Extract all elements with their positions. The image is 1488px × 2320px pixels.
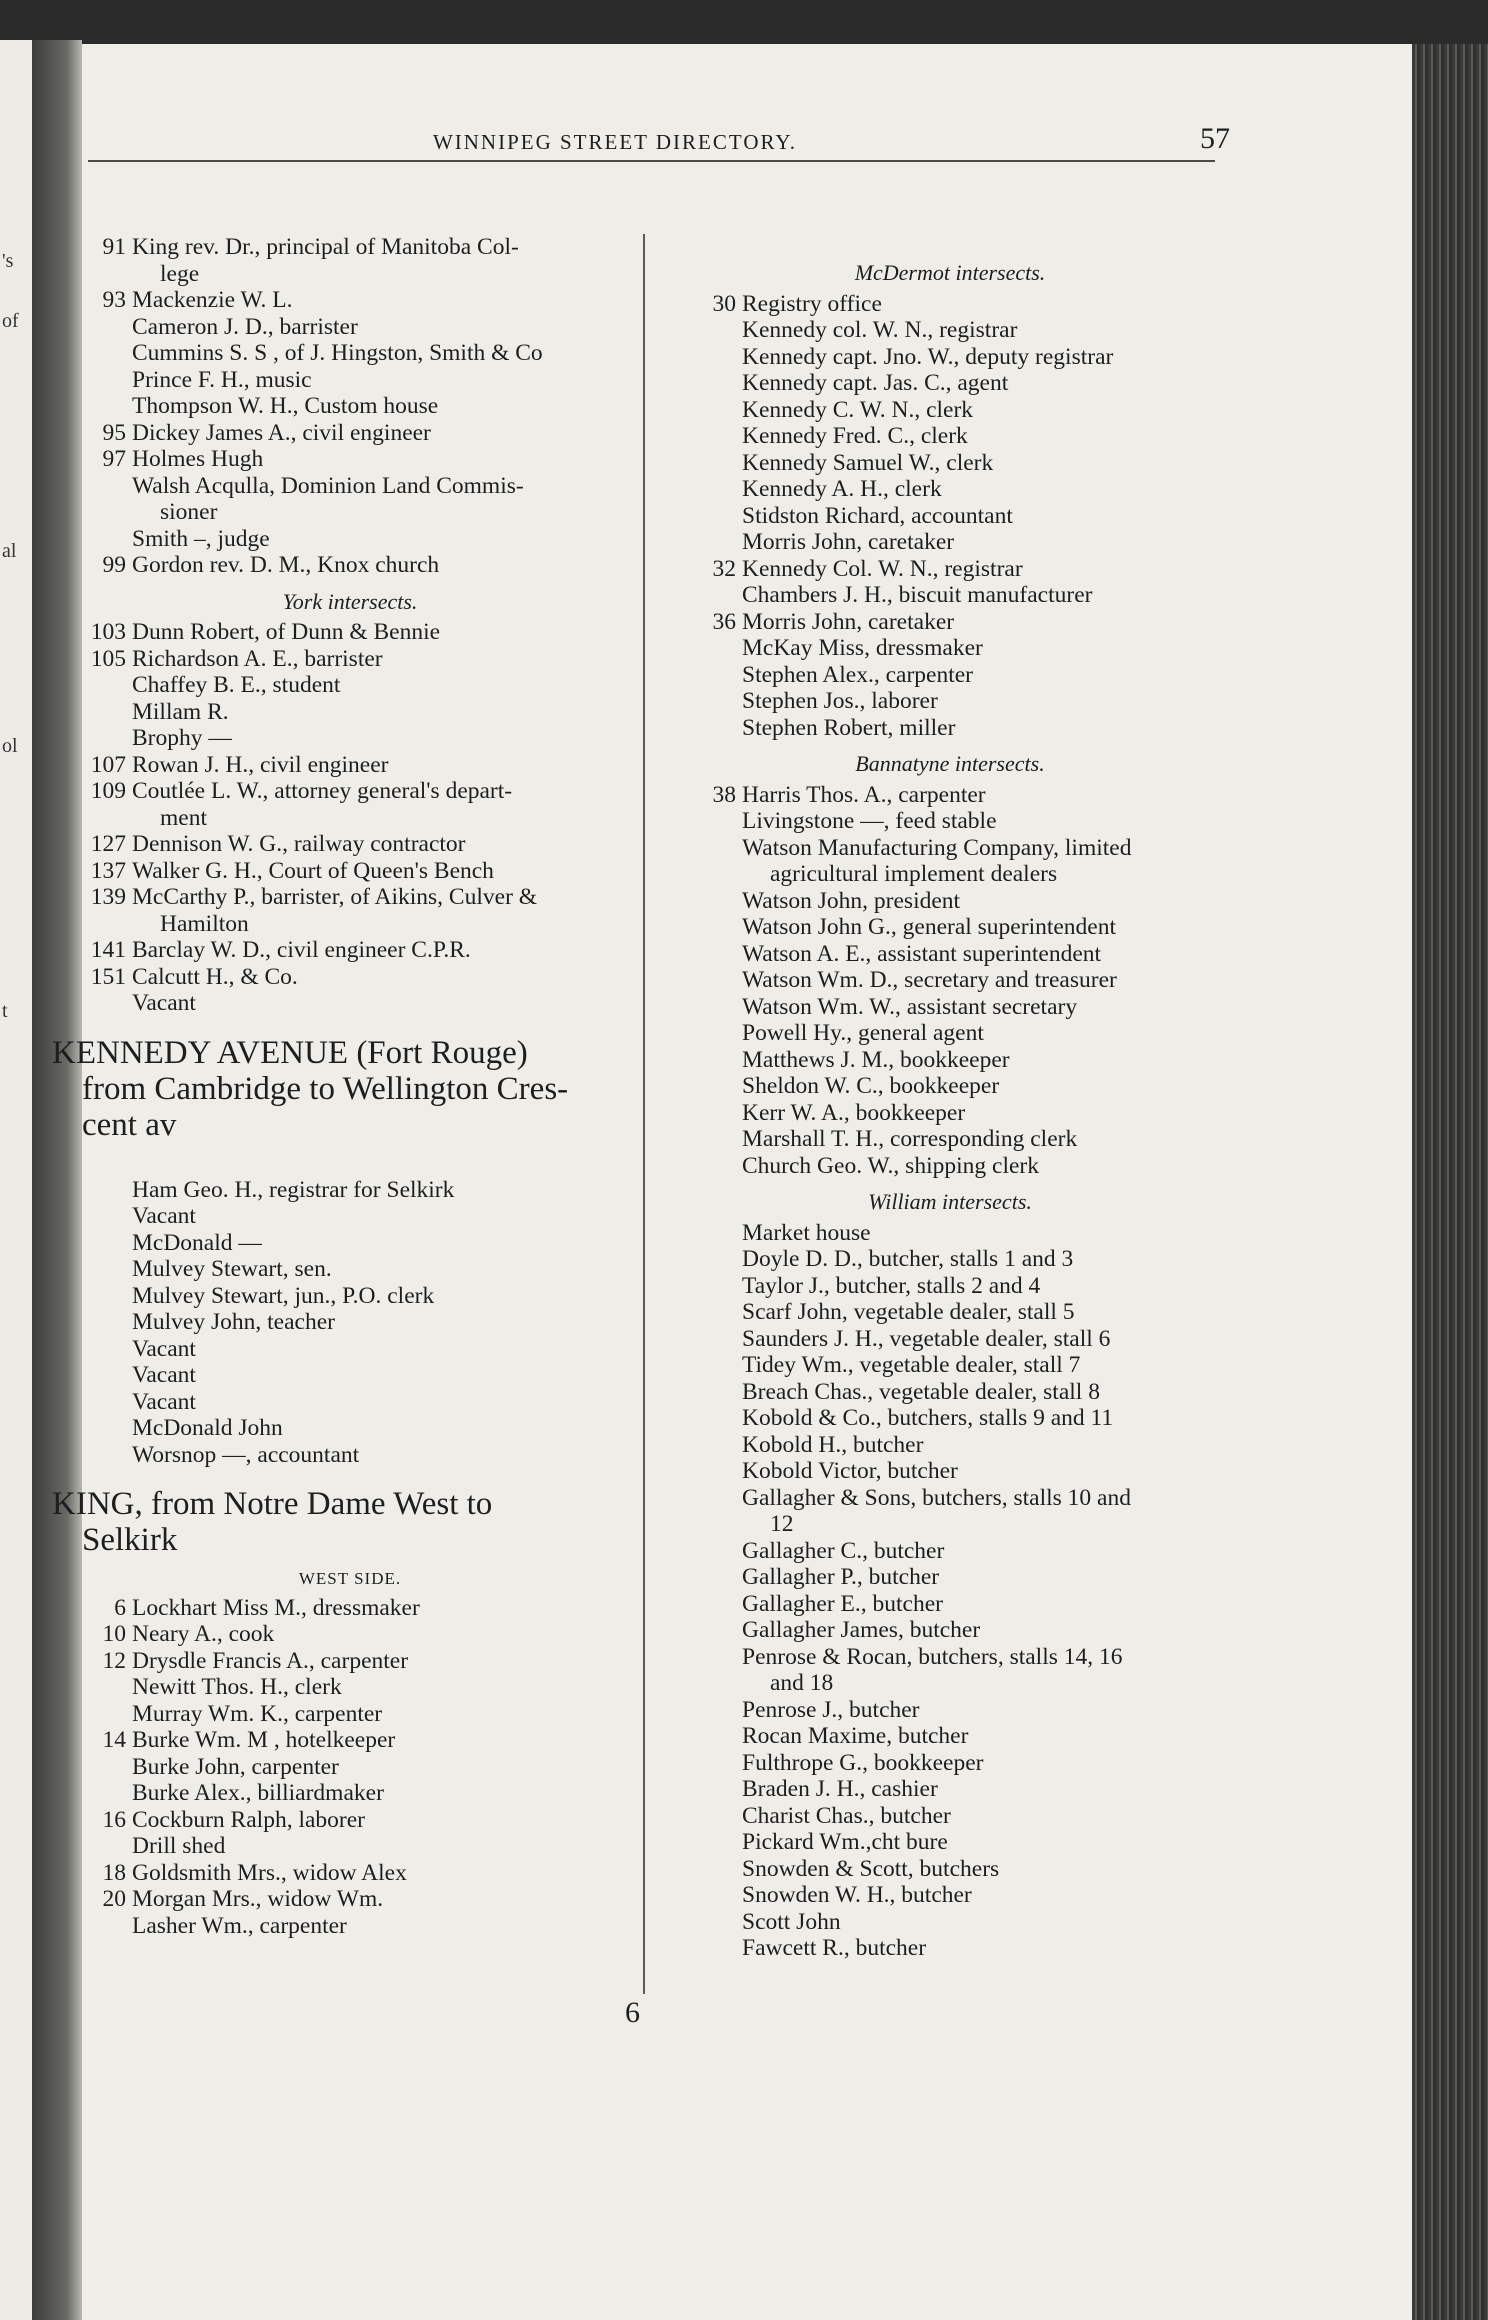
previous-page-fragment: t	[2, 1000, 8, 1022]
directory-entry	[60, 1674, 640, 1701]
entry-text: Gallagher P., butcher	[742, 1564, 940, 1590]
directory-entry	[670, 1511, 1230, 1538]
directory-entry	[670, 344, 1230, 371]
entry-text: 12	[770, 1511, 794, 1537]
house-number: 10	[102, 1621, 126, 1647]
entry-text: and 18	[770, 1670, 834, 1696]
house-number: 103	[90, 619, 126, 645]
directory-entry	[670, 476, 1230, 503]
entry-text: Neary A., cook	[132, 1621, 275, 1647]
directory-entry	[60, 1807, 640, 1834]
directory-entry	[670, 1458, 1230, 1485]
entry-text: Braden J. H., cashier	[742, 1776, 938, 1802]
entry-text: Kennedy A. H., clerk	[742, 476, 942, 502]
entry-text: Watson John, president	[742, 887, 961, 914]
house-number: 18	[102, 1859, 126, 1886]
entry-text: Kobold Victor, butcher	[742, 1458, 958, 1484]
directory-entry	[60, 499, 640, 526]
directory-entry	[670, 291, 1230, 318]
entry-text: Marshall T. H., corresponding clerk	[742, 1126, 1078, 1152]
entry-text: Morris John, caretaker	[742, 529, 955, 555]
entry-text: Burke Wm. M , hotelkeeper	[132, 1727, 396, 1753]
intersection-heading	[670, 260, 1230, 287]
house-number: 127	[90, 831, 126, 857]
entry-text: McDermot intersects.	[854, 260, 1046, 285]
directory-entry	[60, 911, 640, 938]
entry-text: Watson A. E., assistant superintendent	[742, 940, 1102, 967]
directory-entry	[670, 609, 1230, 636]
directory-entry	[670, 1352, 1230, 1379]
entry-text: Rowan J. H., civil engineer	[132, 751, 389, 778]
directory-entry	[670, 1379, 1230, 1406]
entry-text: Kennedy Col. W. N., registrar	[742, 555, 1023, 582]
directory-entry	[60, 672, 640, 699]
entry-text: Vacant	[132, 1388, 196, 1415]
entry-text: Vacant	[132, 990, 196, 1016]
entry-text: Kerr W. A., bookkeeper	[742, 1099, 966, 1126]
directory-entry	[60, 1595, 640, 1622]
directory-entry	[670, 1856, 1230, 1883]
entry-text: Kennedy Samuel W., clerk	[742, 449, 994, 476]
directory-entry	[670, 1591, 1230, 1618]
entry-text: Stephen Robert, miller	[742, 714, 956, 741]
directory-entry	[60, 725, 640, 752]
house-number: 139	[90, 884, 126, 910]
directory-entry	[60, 1780, 640, 1807]
directory-entry	[60, 805, 640, 832]
directory-entry	[670, 1273, 1230, 1300]
directory-entry	[670, 1432, 1230, 1459]
directory-entry	[60, 420, 640, 447]
entry-text: Newitt Thos. H., clerk	[132, 1674, 342, 1700]
directory-entry	[670, 662, 1230, 689]
directory-entry	[60, 1860, 640, 1887]
entry-text: Doyle D. D., butcher, stalls 1 and 3	[742, 1246, 1074, 1272]
previous-page-edge	[0, 40, 32, 2320]
entry-text: Kobold & Co., butchers, stalls 9 and 11	[742, 1405, 1114, 1431]
entry-text: Kennedy col. W. N., registrar	[742, 317, 1018, 343]
spacer	[60, 1468, 640, 1486]
directory-entry	[670, 1803, 1230, 1830]
directory-entry	[670, 1246, 1230, 1273]
directory-entry	[670, 1829, 1230, 1856]
entry-text: Dunn Robert, of Dunn & Bennie	[132, 619, 441, 645]
entry-text: Drill shed	[132, 1833, 226, 1859]
entry-text: Snowden & Scott, butchers	[742, 1855, 1000, 1882]
directory-entry	[670, 994, 1230, 1021]
entry-text: from Cambridge to Wellington Cres-	[82, 1070, 569, 1107]
directory-entry	[60, 1362, 640, 1389]
directory-entry	[670, 715, 1230, 742]
header-rule	[88, 160, 1215, 162]
directory-entry	[670, 317, 1230, 344]
directory-entry	[60, 646, 640, 673]
directory-entry	[670, 582, 1230, 609]
running-header-title: WINNIPEG STREET DIRECTORY.	[432, 130, 798, 154]
directory-entry	[670, 1220, 1230, 1247]
entry-text: Dennison W. G., railway contractor	[132, 831, 466, 857]
house-number: 30	[712, 290, 736, 317]
entry-text: Stephen Alex., carpenter	[742, 661, 973, 688]
entry-text: Pickard Wm.,cht bure	[742, 1829, 948, 1855]
directory-entry	[60, 340, 640, 367]
entry-text: Watson Wm. W., assistant secretary	[742, 993, 1078, 1020]
house-number: 20	[102, 1886, 126, 1912]
entry-text: agricultural implement dealers	[770, 861, 1058, 887]
directory-entry	[670, 556, 1230, 583]
previous-page-fragment: 's	[2, 250, 14, 272]
side-heading	[60, 1566, 640, 1593]
spacer	[60, 1143, 640, 1177]
directory-entry	[60, 831, 640, 858]
directory-entry	[60, 1701, 640, 1728]
previous-page-fragment: of	[2, 310, 19, 332]
entry-text: Snowden W. H., butcher	[742, 1882, 972, 1908]
entry-text: Sheldon W. C., bookkeeper	[742, 1073, 1000, 1099]
entry-text: William intersects.	[868, 1189, 1032, 1214]
directory-entry	[670, 1153, 1230, 1180]
directory-entry	[670, 1020, 1230, 1047]
entry-text: Walker G. H., Court of Queen's Bench	[132, 857, 494, 884]
house-number: 38	[712, 781, 736, 808]
directory-entry	[60, 261, 640, 288]
spacer	[60, 1017, 640, 1035]
entry-text: Church Geo. W., shipping clerk	[742, 1152, 1039, 1179]
entry-text: cent av	[82, 1106, 177, 1143]
entry-text: Matthews J. M., bookkeeper	[742, 1046, 1010, 1073]
entry-text: Penrose & Rocan, butchers, stalls 14, 16	[742, 1643, 1123, 1670]
intersection-heading	[60, 589, 640, 616]
entry-text: Rocan Maxime, butcher	[742, 1723, 969, 1749]
entry-text: Cockburn Ralph, laborer	[132, 1806, 365, 1833]
directory-entry	[60, 990, 640, 1017]
directory-entry	[60, 964, 640, 991]
entry-text: Hamilton	[160, 910, 249, 937]
directory-entry	[60, 1203, 640, 1230]
entry-text: Millam R.	[132, 698, 229, 725]
directory-entry	[670, 1326, 1230, 1353]
entry-text: Smith –, judge	[132, 525, 270, 552]
directory-entry	[670, 888, 1230, 915]
house-number: 12	[102, 1647, 126, 1674]
entry-text: Drysdle Francis A., carpenter	[132, 1647, 409, 1674]
entry-text: McKay Miss, dressmaker	[742, 635, 983, 661]
entry-text: Coutlée L. W., attorney general's depart-	[132, 778, 513, 804]
directory-entry	[670, 1776, 1230, 1803]
entry-text: KING, from Notre Dame West to	[52, 1486, 493, 1522]
page-number: 57	[1200, 122, 1230, 155]
previous-page-fragment: ol	[2, 735, 18, 757]
directory-entry	[60, 1309, 640, 1336]
house-number: 16	[102, 1806, 126, 1833]
entry-text: Scott John	[742, 1908, 841, 1935]
entry-text: Morgan Mrs., widow Wm.	[132, 1886, 384, 1912]
entry-text: Lockhart Miss M., dressmaker	[132, 1594, 420, 1621]
directory-entry	[60, 1230, 640, 1257]
entry-text: Mackenzie W. L.	[132, 287, 293, 313]
directory-entry	[670, 941, 1230, 968]
entry-text: Murray Wm. K., carpenter	[132, 1700, 383, 1727]
directory-entry	[60, 1833, 640, 1860]
entry-text: Harris Thos. A., carpenter	[742, 781, 986, 808]
directory-entry	[60, 287, 640, 314]
house-number: 107	[90, 751, 126, 778]
directory-entry	[60, 1621, 640, 1648]
entry-text: Chambers J. H., biscuit manufacturer	[742, 582, 1093, 608]
directory-entry	[670, 1073, 1230, 1100]
left-column	[52, 234, 640, 1939]
street-heading	[52, 1034, 640, 1071]
directory-entry	[670, 1909, 1230, 1936]
directory-entry	[60, 858, 640, 885]
house-number: 141	[90, 937, 126, 963]
directory-entry	[670, 1935, 1230, 1962]
directory-entry	[60, 1177, 640, 1204]
directory-entry	[670, 503, 1230, 530]
directory-entry	[670, 635, 1230, 662]
street-heading	[60, 1522, 640, 1558]
entry-text: Tidey Wm., vegetable dealer, stall 7	[742, 1352, 1081, 1378]
entry-text: Goldsmith Mrs., widow Alex	[132, 1859, 407, 1886]
directory-entry	[60, 1415, 640, 1442]
entry-text: Taylor J., butcher, stalls 2 and 4	[742, 1272, 1041, 1299]
entry-text: Penrose J., butcher	[742, 1696, 920, 1723]
directory-entry	[60, 752, 640, 779]
directory-entry	[60, 1283, 640, 1310]
entry-text: Mulvey Stewart, jun., P.O. clerk	[132, 1282, 435, 1309]
entry-text: Watson John G., general superintendent	[742, 914, 1117, 940]
directory-entry	[60, 1648, 640, 1675]
entry-text: WEST SIDE.	[298, 1569, 402, 1588]
directory-entry	[670, 1670, 1230, 1697]
directory-entry	[670, 1047, 1230, 1074]
entry-text: Cameron J. D., barrister	[132, 313, 358, 340]
directory-entry	[670, 688, 1230, 715]
entry-text: lege	[160, 260, 200, 287]
directory-entry	[670, 1405, 1230, 1432]
entry-text: York intersects.	[282, 588, 418, 614]
house-number: 97	[102, 446, 126, 472]
directory-entry	[60, 1442, 640, 1469]
directory-entry	[670, 450, 1230, 477]
house-number: 32	[712, 555, 736, 582]
directory-entry	[60, 473, 640, 500]
entry-text: Fawcett R., butcher	[742, 1935, 927, 1961]
entry-text: Burke John, carpenter	[132, 1753, 339, 1780]
entry-text: King rev. Dr., principal of Manitoba Col-	[132, 234, 519, 260]
directory-entry	[670, 967, 1230, 994]
entry-text: Vacant	[132, 1362, 196, 1388]
directory-entry	[670, 370, 1230, 397]
entry-text: Stephen Jos., laborer	[742, 688, 938, 714]
directory-entry	[670, 1723, 1230, 1750]
signature-mark: 6	[625, 1996, 640, 2029]
directory-entry	[670, 1299, 1230, 1326]
entry-text: McDonald —	[132, 1229, 262, 1256]
entry-text: Kennedy Fred. C., clerk	[742, 423, 968, 449]
directory-entry	[670, 1100, 1230, 1127]
directory-entry	[60, 937, 640, 964]
house-number: 91	[102, 234, 126, 260]
directory-entry	[670, 1617, 1230, 1644]
house-number: 137	[90, 857, 126, 884]
directory-entry	[60, 1727, 640, 1754]
entry-text: Richardson A. E., barrister	[132, 645, 383, 672]
entry-text: Gallagher E., butcher	[742, 1590, 943, 1617]
entry-text: Burke Alex., billiardmaker	[132, 1780, 384, 1806]
entry-text: Selkirk	[82, 1522, 178, 1558]
directory-entry	[60, 619, 640, 646]
entry-text: Mulvey John, teacher	[132, 1309, 335, 1335]
entry-text: Watson Wm. D., secretary and treasurer	[742, 967, 1117, 993]
directory-entry	[60, 699, 640, 726]
entry-text: Kennedy capt. Jno. W., deputy registrar	[742, 343, 1114, 370]
directory-entry	[670, 423, 1230, 450]
directory-entry	[60, 1336, 640, 1363]
street-heading	[60, 1107, 640, 1143]
entry-text: Stidston Richard, accountant	[742, 502, 1013, 529]
entry-text: Gallagher & Sons, butchers, stalls 10 and	[742, 1484, 1131, 1511]
house-number: 14	[102, 1727, 126, 1753]
entry-text: Morris John, caretaker	[742, 608, 955, 635]
entry-text: Vacant	[132, 1335, 196, 1362]
entry-text: Market house	[742, 1219, 871, 1246]
entry-text: Gallagher James, butcher	[742, 1617, 981, 1643]
column-divider	[643, 234, 645, 1994]
directory-entry	[60, 526, 640, 553]
entry-text: Livingstone —, feed stable	[742, 808, 997, 834]
directory-entry	[670, 1538, 1230, 1565]
intersection-heading	[670, 751, 1230, 778]
entry-text: KENNEDY AVENUE (Fort Rouge)	[52, 1034, 528, 1071]
entry-text: Thompson W. H., Custom house	[132, 393, 439, 419]
entry-text: Gordon rev. D. M., Knox church	[132, 552, 440, 578]
directory-entry	[670, 1750, 1230, 1777]
entry-text: Mulvey Stewart, sen.	[132, 1256, 332, 1282]
directory-entry	[60, 314, 640, 341]
house-number: 151	[90, 963, 126, 990]
entry-text: Prince F. H., music	[132, 366, 312, 393]
entry-text: Lasher Wm., carpenter	[132, 1912, 347, 1939]
entry-text: Powell Hy., general agent	[742, 1020, 984, 1046]
directory-entry	[60, 393, 640, 420]
entry-text: Cummins S. S , of J. Hingston, Smith & Co	[132, 340, 543, 366]
entry-text: McCarthy P., barrister, of Aikins, Culver &	[132, 884, 538, 910]
entry-text: Kennedy capt. Jas. C., agent	[742, 370, 1009, 396]
street-heading	[60, 1071, 640, 1107]
directory-entry	[670, 1697, 1230, 1724]
entry-text: Ham Geo. H., registrar for Selkirk	[132, 1176, 455, 1203]
directory-entry	[60, 1256, 640, 1283]
directory-entry	[60, 1754, 640, 1781]
entry-text: McDonald John	[132, 1415, 283, 1441]
house-number: 99	[102, 552, 126, 578]
entry-text: sioner	[160, 499, 218, 525]
directory-entry	[60, 1886, 640, 1913]
house-number: 6	[114, 1594, 126, 1621]
entry-text: Watson Manufacturing Company, limited	[742, 834, 1132, 861]
street-heading	[52, 1486, 640, 1522]
directory-entry	[670, 1564, 1230, 1591]
entry-text: Kennedy C. W. N., clerk	[742, 396, 974, 423]
directory-entry	[670, 914, 1230, 941]
entry-text: Worsnop —, accountant	[132, 1441, 360, 1468]
directory-entry	[670, 808, 1230, 835]
directory-entry	[670, 835, 1230, 862]
directory-entry	[60, 1913, 640, 1940]
entry-text: Scarf John, vegetable dealer, stall 5	[742, 1299, 1075, 1325]
house-number: 93	[102, 287, 126, 313]
entry-text: ment	[160, 804, 207, 831]
directory-entry	[670, 782, 1230, 809]
entry-text: Breach Chas., vegetable dealer, stall 8	[742, 1378, 1100, 1405]
entry-text: Brophy —	[132, 725, 232, 751]
directory-entry	[670, 1882, 1230, 1909]
entry-text: Charist Chas., butcher	[742, 1802, 951, 1829]
directory-entry	[60, 234, 640, 261]
entry-text: Holmes Hugh	[132, 446, 264, 472]
house-number: 105	[90, 645, 126, 672]
entry-text: Bannatyne intersects.	[855, 751, 1045, 776]
book-page-edges	[1412, 44, 1488, 2320]
entry-text: Gallagher C., butcher	[742, 1537, 945, 1564]
directory-entry	[60, 446, 640, 473]
right-column	[670, 250, 1230, 1962]
entry-text: Calcutt H., & Co.	[132, 963, 298, 990]
directory-entry	[670, 397, 1230, 424]
house-number: 36	[712, 608, 736, 635]
intersection-heading	[670, 1189, 1230, 1216]
directory-entry	[670, 861, 1230, 888]
directory-entry	[670, 1644, 1230, 1671]
entry-text: Kobold H., butcher	[742, 1431, 924, 1458]
entry-text: Chaffey B. E., student	[132, 672, 341, 698]
directory-entry	[670, 529, 1230, 556]
directory-entry	[60, 884, 640, 911]
entry-text: Walsh Acqulla, Dominion Land Commis-	[132, 472, 524, 499]
directory-entry	[60, 552, 640, 579]
previous-page-fragment: al	[2, 540, 17, 562]
directory-entry	[670, 1126, 1230, 1153]
directory-entry	[60, 367, 640, 394]
directory-entry	[60, 778, 640, 805]
entry-text: Fulthrope G., bookkeeper	[742, 1749, 984, 1776]
entry-text: Registry office	[742, 290, 882, 317]
entry-text: Vacant	[132, 1203, 196, 1229]
directory-entry	[60, 1389, 640, 1416]
house-number: 95	[102, 419, 126, 446]
entry-text: Dickey James A., civil engineer	[132, 419, 431, 446]
house-number: 109	[90, 778, 126, 804]
entry-text: Barclay W. D., civil engineer C.P.R.	[132, 937, 471, 963]
directory-entry	[670, 1485, 1230, 1512]
entry-text: Saunders J. H., vegetable dealer, stall 6	[742, 1325, 1111, 1352]
